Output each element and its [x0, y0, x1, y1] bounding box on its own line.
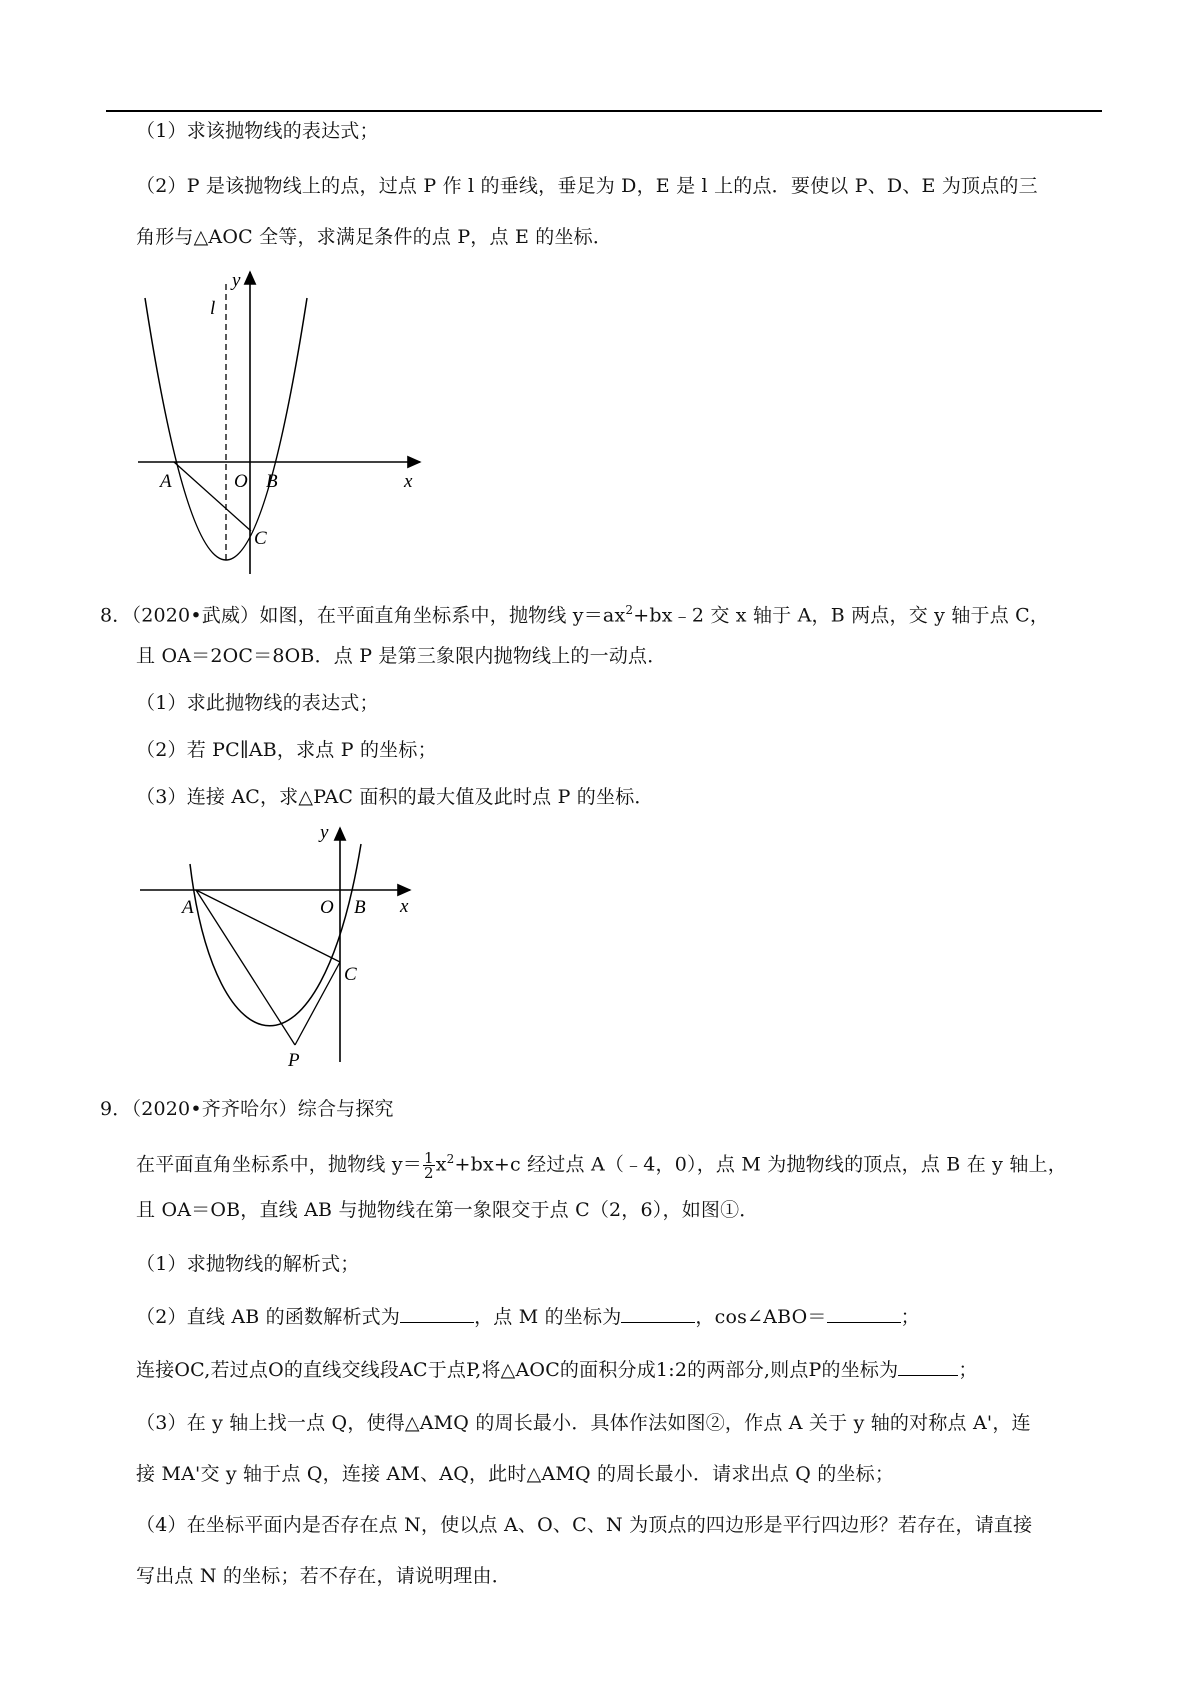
q8-label-p: P	[288, 1050, 300, 1071]
q9-part2-line1: （2）直线 AB 的函数解析式为 ，点 M 的坐标为 ，cos∠ABO＝ ；	[136, 1306, 920, 1328]
q8-stem-line1: 8．（2020•武威）如图，在平面直角坐标系中，抛物线 $y=ax^2+bx﹣2$ 交 x 轴于 A，B 两点，交 y 轴于点 C，	[100, 603, 1050, 627]
q8-part2: （2）若 PC∥AB，求点 P 的坐标；	[136, 739, 437, 761]
q8-part1: （1）求此抛物线的表达式；	[136, 692, 379, 714]
q7-label-b: B	[266, 471, 278, 492]
q9-part4-line2: 写出点 N 的坐标；若不存在，请说明理由．	[136, 1565, 511, 1587]
q9-part4-line1: （4）在坐标平面内是否存在点 N，使以点 A、O、C、N 为顶点的四边形是平行四边形？若存在，请直接	[136, 1514, 1033, 1536]
q7-part2-line2: 角形与△AOC 全等，求满足条件的点 P，点 E 的坐标．	[136, 226, 613, 248]
q9-stem-line2: 且 OA＝OB，直线 AB 与抛物线在第一象限交于点 C（2，6），如图①．	[136, 1199, 759, 1221]
q8-segment-ap	[196, 890, 295, 1045]
q7-label-o: O	[234, 471, 248, 492]
q9-header: 9．（2020•齐齐哈尔）综合与探究	[100, 1098, 394, 1120]
q7-label-x: x	[404, 471, 413, 492]
q9-part2-line2: 连接OC,若过点O的直线交线段AC于点P,将△AOC的面积分成1:2的两部分,则点P的坐标为 ；	[136, 1359, 978, 1381]
q9-part1: （1）求抛物线的解析式；	[136, 1253, 360, 1275]
q9-stem-line1: 在平面直角坐标系中，抛物线 y＝ $\frac{1}{2}$ $x^2+bx+c$ 经过点 A（﹣4，0），点 M 为抛物线的顶点，点 B 在 y 轴上，	[136, 1148, 1067, 1182]
q8-parabola	[190, 844, 361, 1026]
q7-part2-line1: （2）P 是该抛物线上的点，过点 P 作 l 的垂线，垂足为 D，E 是 l 上的点．要使以 P、D、E 为顶点的三	[136, 175, 1038, 197]
q9-blank-p	[898, 1357, 958, 1376]
q8-segment-pc	[295, 962, 340, 1045]
q7-part1: （1）求该抛物线的表达式；	[136, 120, 379, 142]
q8-label-o: O	[320, 897, 334, 918]
q7-label-c: C	[254, 528, 267, 549]
q8-parabola-figure	[130, 824, 430, 1074]
q9-blank-cos	[827, 1304, 901, 1323]
q8-label-x: x	[400, 896, 409, 917]
q8-stem-line2: 且 OA＝2OC＝8OB．点 P 是第三象限内抛物线上的一动点．	[136, 645, 667, 667]
q7-label-a: A	[160, 471, 172, 492]
q8-label-c: C	[344, 964, 357, 985]
q9-part3-line1: （3）在 y 轴上找一点 Q，使得△AMQ 的周长最小．具体作法如图②，作点 A 关于 y 轴的对称点 A'，连	[136, 1412, 1031, 1434]
header-rule	[106, 110, 1102, 112]
q9-part3-line2: 接 MA'交 y 轴于点 Q，连接 AM、AQ，此时△AMQ 的周长最小．请求出点 Q 的坐标；	[136, 1463, 895, 1485]
q8-label-y: y	[320, 824, 329, 843]
q8-part3: （3）连接 AC，求△PAC 面积的最大值及此时点 P 的坐标．	[136, 786, 654, 808]
q9-fraction: $\frac{1}{2}$	[423, 1148, 434, 1182]
q7-parabola-figure	[130, 262, 430, 582]
q8-label-b: B	[354, 897, 366, 918]
q7-label-y: y	[232, 270, 241, 291]
q8-segment-ac	[196, 890, 340, 962]
q9-blank-ab	[400, 1304, 474, 1323]
q9-blank-m	[621, 1304, 695, 1323]
q7-label-l: l	[210, 298, 216, 319]
q8-label-a: A	[182, 897, 194, 918]
